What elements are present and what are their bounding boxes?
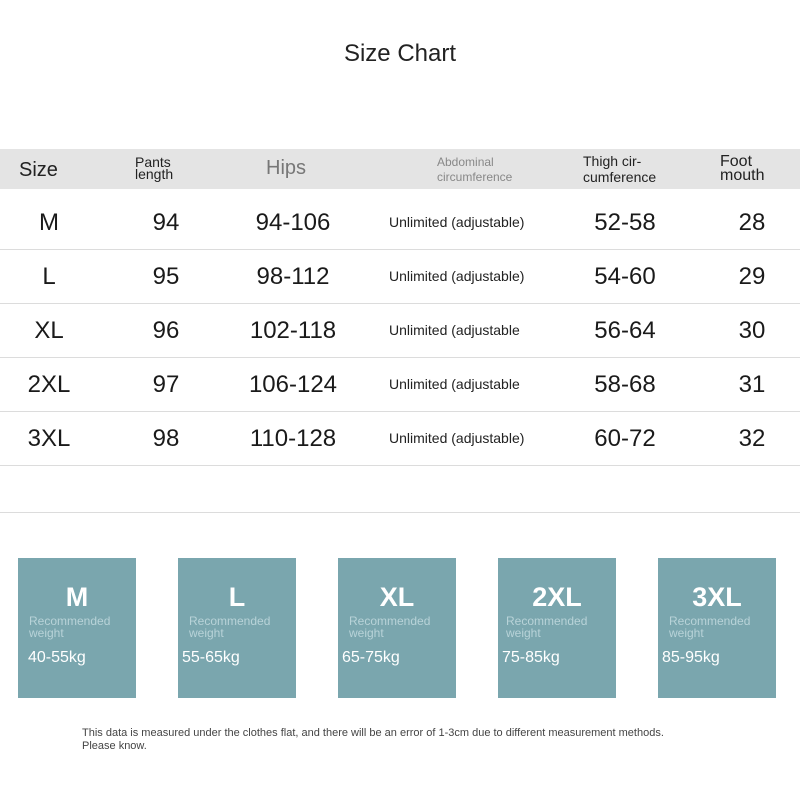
weight-card-2xl <box>498 558 616 698</box>
card-recommended-label <box>669 615 773 639</box>
card-rec-line2: weight <box>669 626 704 640</box>
card-weight-range: 75-85kg <box>502 649 560 666</box>
card-rec-line1: Recommended <box>349 614 431 628</box>
card-rec-line2: weight <box>189 626 224 640</box>
cell-hips: 106-124 <box>248 371 338 398</box>
cell-pants-length: 94 <box>152 209 180 236</box>
header-thigh-line1: Thigh cir- <box>583 153 642 169</box>
cell-hips: 98-112 <box>256 263 330 290</box>
weight-card-m <box>18 558 136 698</box>
note-line2: Please know. <box>82 740 147 752</box>
cell-pants-length: 96 <box>152 317 180 344</box>
cell-size: XL <box>34 317 64 344</box>
cell-pants-length: 98 <box>152 425 180 452</box>
header-pants-line2: length <box>135 166 174 182</box>
cell-abdominal: Unlimited (adjustable) <box>389 214 525 230</box>
cell-thigh: 52-58 <box>594 209 656 236</box>
card-size-label: 3XL <box>692 582 742 612</box>
table-row <box>0 250 800 304</box>
cell-thigh: 56-64 <box>594 317 656 344</box>
header-pants-line1: Pants <box>135 154 171 170</box>
card-rec-line1: Recommended <box>189 614 271 628</box>
card-rec-line2: weight <box>349 626 384 640</box>
card-recommended-label <box>189 615 293 639</box>
header-abdominal-line1: Abdominal <box>437 155 494 169</box>
weight-cards <box>0 558 800 698</box>
card-rec-line2: weight <box>506 626 541 640</box>
table-header <box>0 149 800 189</box>
weight-card-xl <box>338 558 456 698</box>
cell-pants-length: 97 <box>152 371 180 398</box>
card-size-label: 2XL <box>532 582 582 612</box>
cell-foot-mouth: 28 <box>738 209 766 236</box>
header-foot-line2: mouth <box>720 167 765 184</box>
card-size-label: XL <box>379 582 415 612</box>
card-recommended-label <box>506 615 610 639</box>
table-row <box>0 304 800 358</box>
card-recommended-label <box>29 615 133 639</box>
cell-foot-mouth: 32 <box>738 425 766 452</box>
header-hips: Hips <box>266 157 307 179</box>
note-line1: This data is measured under the clothes flat, and there will be an error of 1-3cm due to different measurement methods. <box>82 727 664 739</box>
cell-thigh: 60-72 <box>594 425 656 452</box>
header-abdominal <box>437 155 512 185</box>
cell-hips: 110-128 <box>249 425 337 452</box>
cell-thigh: 54-60 <box>594 263 656 290</box>
size-table <box>0 196 800 466</box>
card-rec-line1: Recommended <box>29 614 111 628</box>
header-pants-length <box>135 156 173 180</box>
table-row <box>0 358 800 412</box>
card-weight-range: 85-95kg <box>662 649 720 666</box>
page-title: Size Chart <box>343 40 457 67</box>
header-foot-mouth <box>720 155 764 183</box>
card-weight-range: 65-75kg <box>342 649 400 666</box>
header-foot-line1: Foot <box>720 153 753 170</box>
cell-foot-mouth: 31 <box>738 371 766 398</box>
cell-hips: 102-118 <box>249 317 337 344</box>
divider <box>0 512 800 513</box>
card-rec-line1: Recommended <box>669 614 751 628</box>
measurement-note <box>82 727 722 753</box>
cell-pants-length: 95 <box>152 263 180 290</box>
cell-abdominal: Unlimited (adjustable) <box>389 268 525 284</box>
header-abdominal-line2: circumference <box>437 170 513 184</box>
card-weight-range: 55-65kg <box>182 649 240 666</box>
card-recommended-label <box>349 615 453 639</box>
cell-foot-mouth: 29 <box>738 263 766 290</box>
card-size-label: M <box>65 582 89 612</box>
cell-size: 3XL <box>27 425 71 452</box>
cell-abdominal: Unlimited (adjustable) <box>389 430 525 446</box>
card-weight-range: 40-55kg <box>28 649 86 666</box>
card-rec-line1: Recommended <box>506 614 588 628</box>
cell-hips: 94-106 <box>255 209 331 236</box>
header-thigh <box>583 153 656 185</box>
cell-abdominal: Unlimited (adjustable <box>389 322 520 338</box>
card-rec-line2: weight <box>29 626 64 640</box>
header-size: Size <box>19 159 58 181</box>
cell-size: L <box>42 263 56 290</box>
cell-size: M <box>39 209 59 236</box>
table-row <box>0 196 800 250</box>
cell-abdominal: Unlimited (adjustable <box>389 376 520 392</box>
table-row <box>0 412 800 466</box>
header-thigh-line2: cumference <box>583 169 657 185</box>
weight-card-l <box>178 558 296 698</box>
cell-size: 2XL <box>27 371 71 398</box>
weight-card-3xl <box>658 558 776 698</box>
cell-thigh: 58-68 <box>594 371 656 398</box>
card-size-label: L <box>228 582 246 612</box>
cell-foot-mouth: 30 <box>738 317 766 344</box>
